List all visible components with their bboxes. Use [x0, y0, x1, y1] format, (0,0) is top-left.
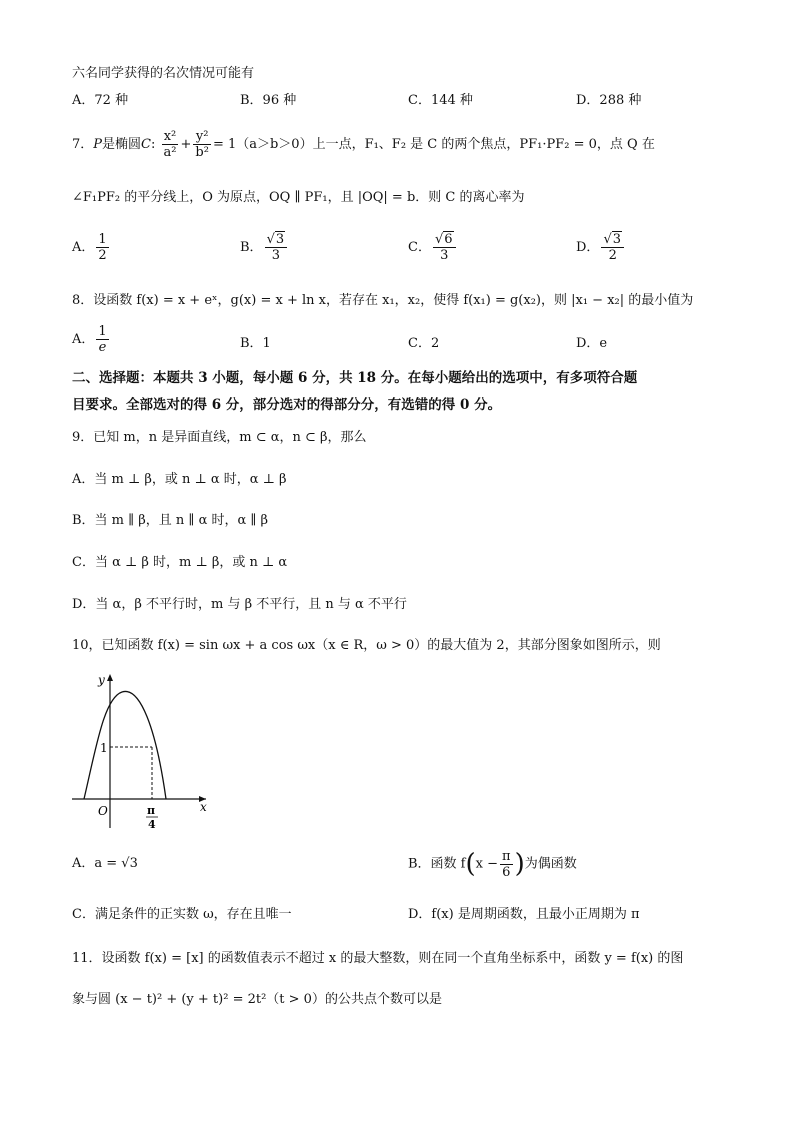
q7-option-a-label: A．	[72, 240, 95, 255]
q7-option-b-num: 3	[275, 232, 285, 247]
q7-option-b-num-wrap: √3	[265, 232, 288, 248]
q10-option-b-post: 为偶函数	[524, 856, 577, 872]
q10-option-b-den: 6	[502, 864, 511, 880]
q9-option-c: C．当 α ⊥ β 时，m ⊥ β，或 n ⊥ α	[72, 555, 288, 570]
q10-option-b-inner: x −	[475, 856, 499, 872]
graph-label-one: 1	[100, 741, 108, 755]
q6-stem-tail: 六名同学获得的名次情况可能有	[72, 66, 255, 81]
q11-stem-line1: 11．设函数 f(x) = [x] 的函数值表示不超过 x 的最大整数，则在同一个直角坐标系中，函数 y = f(x) 的图	[72, 951, 684, 966]
q7-text-middle: （a＞b＞0）上一点，F₁、F₂ 是 C 的两个焦点，	[236, 137, 520, 152]
section2-header-line2: 目要求。全部选对的得 6 分，部分选对的得部分分，有选错的得 0 分。	[72, 397, 502, 413]
q7-vector-dot: PF₁·PF₂ = 0	[519, 137, 597, 152]
q7-option-c-num: 6	[444, 232, 453, 247]
q10-option-b-lparen: (	[465, 849, 476, 879]
q7-option-a-num: 1	[98, 232, 107, 247]
q7-option-b	[240, 232, 289, 263]
q7-frac-x-num: x²	[162, 129, 179, 145]
q7-option-d-num: 3	[612, 232, 622, 247]
q8-option-a-frac	[96, 324, 108, 355]
q9-option-b: B．当 m ∥ β，且 n ∥ α 时，α ∥ β	[72, 513, 269, 528]
graph-y-arrow	[107, 674, 113, 681]
q7-option-a-frac	[96, 232, 108, 263]
q8-option-a-num: 1	[98, 324, 107, 339]
q10-option-b-rparen: )	[514, 849, 525, 879]
q7-frac-x	[162, 129, 179, 160]
q7-option-b-label: B．	[240, 240, 263, 255]
q7-option-d	[576, 232, 626, 263]
q11-stem-line2: 象与圆 (x − t)² + (y + t)² = 2t²（t > 0）的公共点个数可以是	[72, 992, 442, 1007]
q8-option-c: C．2	[408, 336, 440, 351]
q7-stem-line1: 7．P是椭圆C: $\frac{\text{x²}}{\text{a²}}$ + $\frac{\text{y²}}{\text{b²}}$ = 1（a＞b＞0）上一点，F₁、F₂ 是 C 的两个焦点，PF₁·PF₂ = 0，点 Q 在	[72, 129, 655, 160]
graph-label-x: x	[200, 800, 207, 814]
q7-option-d-frac	[601, 232, 624, 263]
q7-option-c-label: C．	[408, 240, 431, 255]
q7-option-d-num-wrap: √3	[601, 232, 624, 248]
q6-option-a: A．72 种	[72, 93, 129, 108]
q8-option-a-den: e	[98, 340, 107, 355]
q7-stem-line2: ∠F₁PF₂ 的平分线上，O 为原点，OQ ∥ PF₁，且 |OQ| = b．则 C 的离心率为	[72, 190, 525, 205]
q7-frac-y-den: b²	[195, 145, 209, 160]
q8-option-b: B．1	[240, 336, 271, 351]
q7-option-c	[408, 232, 458, 263]
q10-option-a: A．a = √3	[72, 856, 138, 871]
q7-option-d-label: D．	[576, 240, 600, 255]
q10-option-b-frac	[500, 849, 513, 880]
q8-option-d: D．e	[576, 336, 608, 351]
q7-eq-rhs: = 1	[212, 137, 237, 152]
q7-point-p: P	[93, 137, 103, 152]
graph-label-origin: O	[98, 804, 108, 818]
graph-label-pi: π	[147, 804, 156, 817]
q10-option-b-num: π	[502, 848, 511, 864]
q6-option-b: B．96 种	[240, 93, 297, 108]
q6-option-d: D．288 种	[576, 93, 642, 108]
q7-option-c-den: 3	[440, 248, 449, 263]
q10-option-b-pre: B．函数 f	[408, 856, 466, 872]
q9-option-a: A．当 m ⊥ β，或 n ⊥ α 时，α ⊥ β	[72, 472, 287, 487]
q10-option-d: D．f(x) 是周期函数，且最小正周期为 π	[408, 907, 640, 922]
q10-function-graph	[66, 668, 226, 838]
q7-option-a-den: 2	[98, 248, 107, 263]
q7-option-c-frac	[433, 232, 456, 263]
q7-text-end: ，点 Q 在	[596, 137, 655, 152]
q8-stem: 8．设函数 f(x) = x + eˣ，g(x) = x + ln x，若存在 x₁，x₂，使得 f(x₁) = g(x₂)，则 |x₁ − x₂| 的最小值为	[72, 293, 694, 308]
q7-frac-y	[193, 129, 211, 160]
q7-frac-x-den: a²	[163, 145, 177, 160]
q7-number: 7．	[72, 137, 94, 152]
q6-option-c: C．144 种	[408, 93, 473, 108]
q7-option-c-num-wrap: √6	[433, 232, 456, 248]
q10-option-b	[408, 846, 577, 883]
q9-stem: 9．已知 m，n 是异面直线，m ⊂ α，n ⊂ β，那么	[72, 430, 367, 445]
section2-header-line1: 二、选择题：本题共 3 小题，每小题 6 分，共 18 分。在每小题给出的选项中，有多项符合题	[72, 370, 638, 386]
graph-label-four: 4	[148, 818, 156, 831]
q7-option-d-den: 2	[608, 248, 617, 263]
q7-option-a	[72, 232, 111, 263]
q8-option-a	[72, 324, 111, 355]
q7-frac-y-num: y²	[193, 129, 211, 145]
q7-text-ellipse: 是椭圆	[102, 137, 142, 152]
q7-curve-c: C	[141, 137, 151, 152]
q7-option-b-frac	[265, 232, 288, 263]
q10-stem: 10，已知函数 f(x) = sin ωx + a cos ωx（x ∈ R，ω > 0）的最大值为 2，其部分图象如图所示，则	[72, 638, 661, 653]
graph-sine-curve	[84, 691, 166, 799]
q7-option-b-den: 3	[271, 248, 280, 263]
q9-option-d: D．当 α，β 不平行时，m 与 β 不平行，且 n 与 α 不平行	[72, 597, 407, 612]
graph-label-y: y	[98, 673, 105, 687]
q8-option-a-label: A．	[72, 332, 95, 347]
q10-option-c: C．满足条件的正实数 ω，存在且唯一	[72, 907, 292, 922]
